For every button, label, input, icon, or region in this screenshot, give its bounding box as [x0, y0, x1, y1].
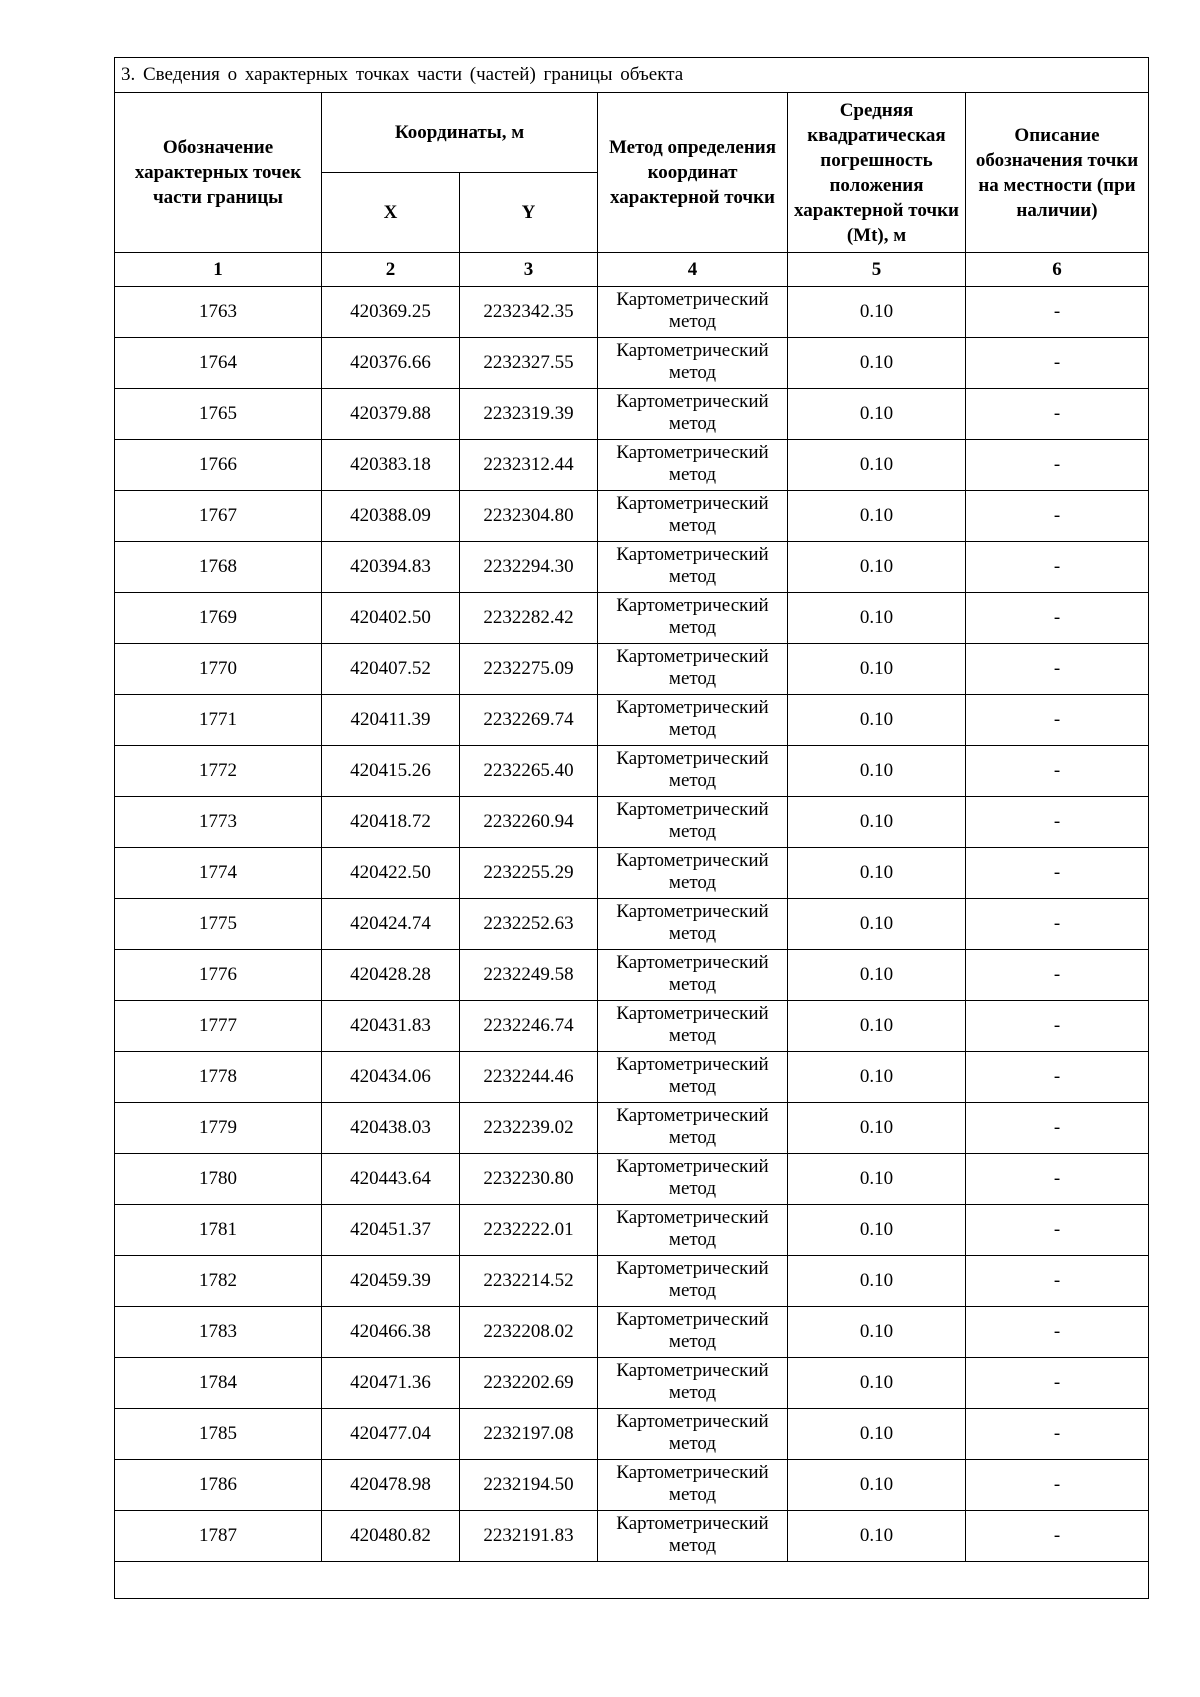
boundary-points-table — [114, 57, 1149, 1599]
header-x: X — [322, 173, 460, 253]
method-cell: Картометрический метод — [598, 1103, 788, 1154]
point-id-cell: 1767 — [115, 491, 322, 542]
description-cell: - — [966, 1001, 1149, 1052]
description-cell: - — [966, 695, 1149, 746]
description-cell: - — [966, 1154, 1149, 1205]
mean-error-cell: 0.10 — [788, 1001, 966, 1052]
description-cell: - — [966, 797, 1149, 848]
coord-y-cell: 2232294.30 — [460, 542, 598, 593]
point-id-cell: 1772 — [115, 746, 322, 797]
point-id-cell: 1764 — [115, 338, 322, 389]
column-number-row — [115, 253, 1149, 287]
description-cell: - — [966, 746, 1149, 797]
mean-error-cell: 0.10 — [788, 1052, 966, 1103]
point-id-cell: 1783 — [115, 1307, 322, 1358]
point-id-cell: 1774 — [115, 848, 322, 899]
coord-y-cell: 2232214.52 — [460, 1256, 598, 1307]
coord-x-cell: 420424.74 — [322, 899, 460, 950]
coord-x-cell: 420478.98 — [322, 1460, 460, 1511]
point-id-cell: 1776 — [115, 950, 322, 1001]
coord-y-cell: 2232246.74 — [460, 1001, 598, 1052]
coord-x-cell: 420428.28 — [322, 950, 460, 1001]
mean-error-cell: 0.10 — [788, 1205, 966, 1256]
coord-y-cell: 2232202.69 — [460, 1358, 598, 1409]
column-number: 2 — [322, 253, 460, 287]
coord-x-cell: 420383.18 — [322, 440, 460, 491]
table-row — [115, 797, 1149, 848]
column-number: 4 — [598, 253, 788, 287]
table-row — [115, 542, 1149, 593]
description-cell: - — [966, 1103, 1149, 1154]
description-cell: - — [966, 593, 1149, 644]
coord-y-cell: 2232265.40 — [460, 746, 598, 797]
mean-error-cell: 0.10 — [788, 1511, 966, 1562]
coord-x-cell: 420466.38 — [322, 1307, 460, 1358]
mean-error-cell: 0.10 — [788, 797, 966, 848]
column-number: 5 — [788, 253, 966, 287]
coord-y-cell: 2232275.09 — [460, 644, 598, 695]
point-id-cell: 1780 — [115, 1154, 322, 1205]
method-cell: Картометрический метод — [598, 440, 788, 491]
coord-x-cell: 420394.83 — [322, 542, 460, 593]
header-coordinates: Координаты, м — [322, 93, 598, 173]
point-id-cell: 1765 — [115, 389, 322, 440]
mean-error-cell: 0.10 — [788, 899, 966, 950]
point-id-cell: 1785 — [115, 1409, 322, 1460]
coord-x-cell: 420369.25 — [322, 287, 460, 338]
point-id-cell: 1770 — [115, 644, 322, 695]
method-cell: Картометрический метод — [598, 1511, 788, 1562]
mean-error-cell: 0.10 — [788, 848, 966, 899]
coord-y-cell: 2232312.44 — [460, 440, 598, 491]
table-row — [115, 1154, 1149, 1205]
mean-error-cell: 0.10 — [788, 389, 966, 440]
method-cell: Картометрический метод — [598, 899, 788, 950]
point-id-cell: 1782 — [115, 1256, 322, 1307]
coord-y-cell: 2232327.55 — [460, 338, 598, 389]
coord-y-cell: 2232304.80 — [460, 491, 598, 542]
point-id-cell: 1784 — [115, 1358, 322, 1409]
header-mean-error: Средняя квадратическая погрешность положения характерной точки (Mt), м — [788, 93, 966, 253]
point-id-cell: 1786 — [115, 1460, 322, 1511]
coord-y-cell: 2232342.35 — [460, 287, 598, 338]
mean-error-cell: 0.10 — [788, 1103, 966, 1154]
point-id-cell: 1775 — [115, 899, 322, 950]
coord-y-cell: 2232191.83 — [460, 1511, 598, 1562]
description-cell: - — [966, 1460, 1149, 1511]
point-id-cell: 1763 — [115, 287, 322, 338]
description-cell: - — [966, 848, 1149, 899]
table-row — [115, 287, 1149, 338]
table-row — [115, 1409, 1149, 1460]
mean-error-cell: 0.10 — [788, 644, 966, 695]
column-number: 6 — [966, 253, 1149, 287]
point-id-cell: 1777 — [115, 1001, 322, 1052]
table-body — [115, 287, 1149, 1562]
point-id-cell: 1766 — [115, 440, 322, 491]
description-cell: - — [966, 1511, 1149, 1562]
table-row — [115, 1103, 1149, 1154]
mean-error-cell: 0.10 — [788, 338, 966, 389]
column-number: 1 — [115, 253, 322, 287]
coord-x-cell: 420434.06 — [322, 1052, 460, 1103]
mean-error-cell: 0.10 — [788, 491, 966, 542]
method-cell: Картометрический метод — [598, 1052, 788, 1103]
method-cell: Картометрический метод — [598, 695, 788, 746]
coord-y-cell: 2232194.50 — [460, 1460, 598, 1511]
coord-x-cell: 420422.50 — [322, 848, 460, 899]
coord-x-cell: 420431.83 — [322, 1001, 460, 1052]
coord-x-cell: 420480.82 — [322, 1511, 460, 1562]
method-cell: Картометрический метод — [598, 797, 788, 848]
coord-y-cell: 2232197.08 — [460, 1409, 598, 1460]
coord-x-cell: 420477.04 — [322, 1409, 460, 1460]
mean-error-cell: 0.10 — [788, 1358, 966, 1409]
mean-error-cell: 0.10 — [788, 1460, 966, 1511]
method-cell: Картометрический метод — [598, 848, 788, 899]
method-cell: Картометрический метод — [598, 950, 788, 1001]
method-cell: Картометрический метод — [598, 1205, 788, 1256]
mean-error-cell: 0.10 — [788, 1307, 966, 1358]
point-id-cell: 1787 — [115, 1511, 322, 1562]
coord-y-cell: 2232239.02 — [460, 1103, 598, 1154]
method-cell: Картометрический метод — [598, 1256, 788, 1307]
description-cell: - — [966, 338, 1149, 389]
method-cell: Картометрический метод — [598, 644, 788, 695]
table-row — [115, 1256, 1149, 1307]
method-cell: Картометрический метод — [598, 1154, 788, 1205]
coord-x-cell: 420418.72 — [322, 797, 460, 848]
empty-cell — [115, 1562, 1149, 1599]
table-row — [115, 491, 1149, 542]
mean-error-cell: 0.10 — [788, 440, 966, 491]
description-cell: - — [966, 287, 1149, 338]
point-id-cell: 1781 — [115, 1205, 322, 1256]
table-row — [115, 1460, 1149, 1511]
point-id-cell: 1779 — [115, 1103, 322, 1154]
table-row — [115, 440, 1149, 491]
table-row — [115, 1358, 1149, 1409]
method-cell: Картометрический метод — [598, 1307, 788, 1358]
table-row — [115, 1001, 1149, 1052]
description-cell: - — [966, 1256, 1149, 1307]
coord-x-cell: 420438.03 — [322, 1103, 460, 1154]
coord-y-cell: 2232269.74 — [460, 695, 598, 746]
description-cell: - — [966, 389, 1149, 440]
description-cell: - — [966, 1307, 1149, 1358]
table-row — [115, 644, 1149, 695]
method-cell: Картометрический метод — [598, 338, 788, 389]
table-row — [115, 899, 1149, 950]
coord-y-cell: 2232244.46 — [460, 1052, 598, 1103]
coord-x-cell: 420471.36 — [322, 1358, 460, 1409]
mean-error-cell: 0.10 — [788, 1256, 966, 1307]
method-cell: Картометрический метод — [598, 746, 788, 797]
coord-y-cell: 2232252.63 — [460, 899, 598, 950]
description-cell: - — [966, 1205, 1149, 1256]
point-id-cell: 1778 — [115, 1052, 322, 1103]
mean-error-cell: 0.10 — [788, 542, 966, 593]
table-row — [115, 338, 1149, 389]
mean-error-cell: 0.10 — [788, 746, 966, 797]
table-row — [115, 1307, 1149, 1358]
header-description: Описание обозначения точки на местности (при наличии) — [966, 93, 1149, 253]
coord-x-cell: 420402.50 — [322, 593, 460, 644]
header-point-designation: Обозначение характерных точек части границы — [115, 93, 322, 253]
method-cell: Картометрический метод — [598, 1460, 788, 1511]
table-row — [115, 1052, 1149, 1103]
description-cell: - — [966, 491, 1149, 542]
method-cell: Картометрический метод — [598, 1409, 788, 1460]
mean-error-cell: 0.10 — [788, 593, 966, 644]
point-id-cell: 1773 — [115, 797, 322, 848]
table-row — [115, 746, 1149, 797]
description-cell: - — [966, 440, 1149, 491]
description-cell: - — [966, 644, 1149, 695]
description-cell: - — [966, 1358, 1149, 1409]
coord-y-cell: 2232208.02 — [460, 1307, 598, 1358]
section-title: 3. Сведения о характерных точках части (частей) границы объекта — [115, 58, 1149, 93]
mean-error-cell: 0.10 — [788, 1154, 966, 1205]
method-cell: Картометрический метод — [598, 491, 788, 542]
method-cell: Картометрический метод — [598, 1001, 788, 1052]
coord-y-cell: 2232282.42 — [460, 593, 598, 644]
coord-y-cell: 2232255.29 — [460, 848, 598, 899]
table-row — [115, 593, 1149, 644]
table-row — [115, 848, 1149, 899]
description-cell: - — [966, 1409, 1149, 1460]
mean-error-cell: 0.10 — [788, 287, 966, 338]
coord-x-cell: 420411.39 — [322, 695, 460, 746]
point-id-cell: 1768 — [115, 542, 322, 593]
empty-row — [115, 1562, 1149, 1599]
mean-error-cell: 0.10 — [788, 695, 966, 746]
coord-x-cell: 420388.09 — [322, 491, 460, 542]
mean-error-cell: 0.10 — [788, 950, 966, 1001]
description-cell: - — [966, 950, 1149, 1001]
table-row — [115, 950, 1149, 1001]
coord-x-cell: 420443.64 — [322, 1154, 460, 1205]
coord-x-cell: 420459.39 — [322, 1256, 460, 1307]
description-cell: - — [966, 542, 1149, 593]
table-row — [115, 695, 1149, 746]
description-cell: - — [966, 1052, 1149, 1103]
description-cell: - — [966, 899, 1149, 950]
header-y: Y — [460, 173, 598, 253]
table-row — [115, 1205, 1149, 1256]
coord-y-cell: 2232222.01 — [460, 1205, 598, 1256]
method-cell: Картометрический метод — [598, 389, 788, 440]
coord-y-cell: 2232230.80 — [460, 1154, 598, 1205]
method-cell: Картометрический метод — [598, 287, 788, 338]
coord-y-cell: 2232249.58 — [460, 950, 598, 1001]
coord-x-cell: 420407.52 — [322, 644, 460, 695]
coord-x-cell: 420451.37 — [322, 1205, 460, 1256]
method-cell: Картометрический метод — [598, 593, 788, 644]
coord-y-cell: 2232319.39 — [460, 389, 598, 440]
point-id-cell: 1771 — [115, 695, 322, 746]
point-id-cell: 1769 — [115, 593, 322, 644]
table-row — [115, 1511, 1149, 1562]
header-method: Метод определения координат характерной точки — [598, 93, 788, 253]
method-cell: Картометрический метод — [598, 1358, 788, 1409]
column-number: 3 — [460, 253, 598, 287]
coord-y-cell: 2232260.94 — [460, 797, 598, 848]
coord-x-cell: 420379.88 — [322, 389, 460, 440]
coord-x-cell: 420376.66 — [322, 338, 460, 389]
mean-error-cell: 0.10 — [788, 1409, 966, 1460]
table-row — [115, 389, 1149, 440]
method-cell: Картометрический метод — [598, 542, 788, 593]
coord-x-cell: 420415.26 — [322, 746, 460, 797]
